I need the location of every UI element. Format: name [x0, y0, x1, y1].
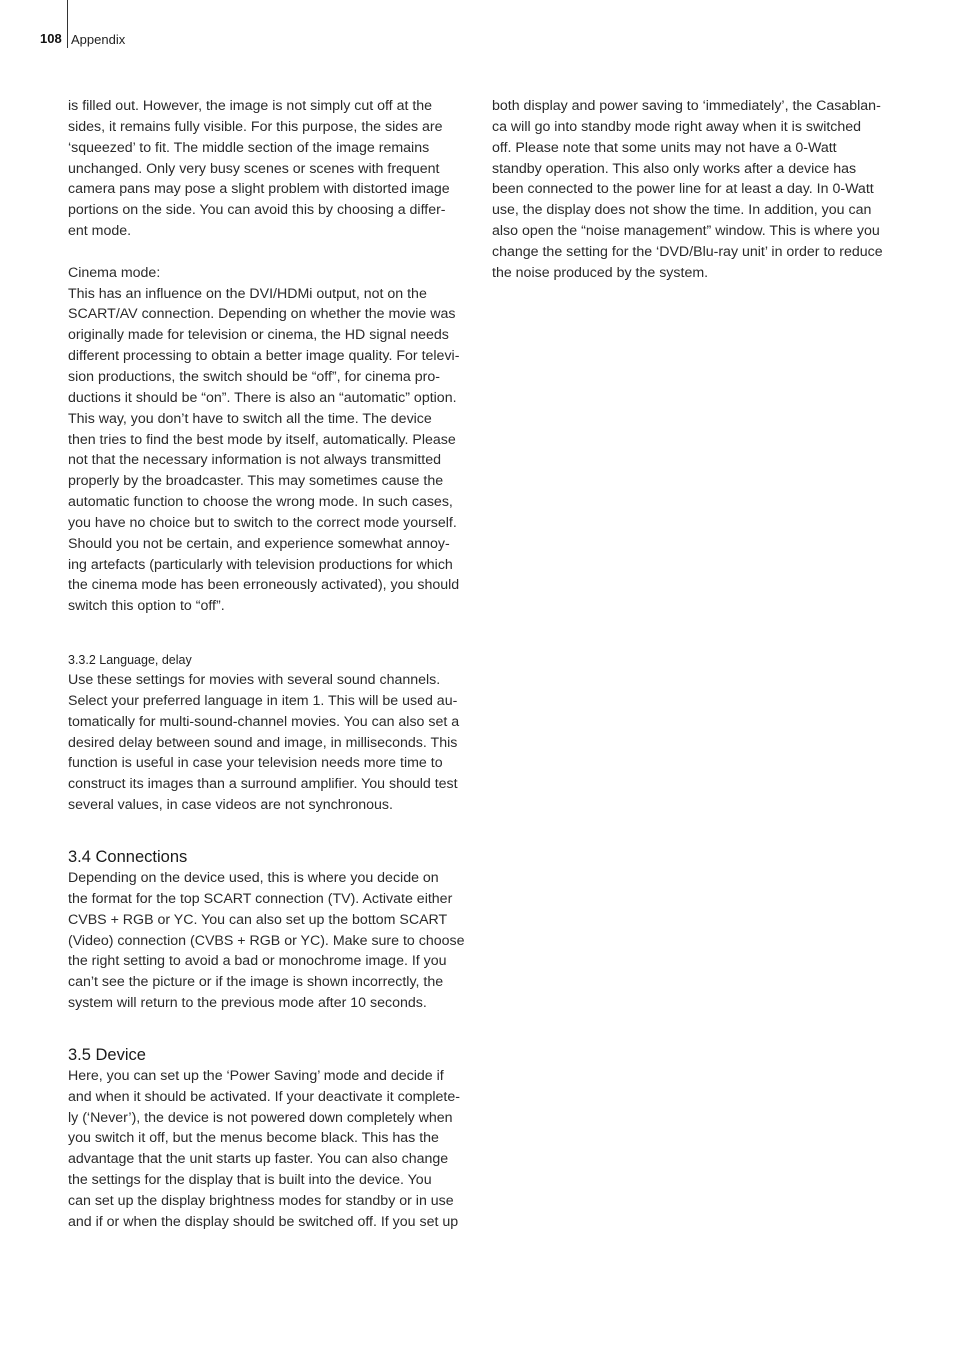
text-line: ent mode.	[68, 223, 132, 240]
text-line: portions on the side. You can avoid this by choosing a differ-	[68, 202, 446, 219]
text-line: SCART/AV connection. Depending on whether the movie was	[68, 306, 456, 323]
page-number: 108	[40, 31, 62, 46]
text-line: you switch it off, but the menus become black. This has the	[68, 1130, 439, 1147]
text-line: sion productions, the switch should be “off”, for cinema pro-	[68, 368, 440, 385]
text-line: ca will go into standby mode right away when it is switched	[492, 118, 862, 135]
text-line: originally made for television or cinema, the HD signal needs	[68, 327, 449, 344]
text-line: ‘squeezed’ to fit. The middle section of the image remains	[68, 139, 430, 156]
text-line: CVBS + RGB or YC. You can also set up the bottom SCART	[68, 911, 448, 928]
text-line: both display and power saving to ‘immediately’, the Casablan-	[492, 98, 881, 114]
text-line: switch this option to “off”.	[68, 598, 225, 615]
text-line: can set up the display brightness modes for standby or in use	[68, 1192, 454, 1209]
text-line: different processing to obtain a better image quality. For televi-	[68, 348, 460, 365]
text-line: the right setting to avoid a bad or monochrome image. If you	[68, 953, 447, 970]
left-column	[68, 96, 480, 1233]
text-line: is filled out. However, the image is not simply cut off at the	[68, 98, 433, 114]
text-line: advantage that the unit starts up faster. You can also change	[68, 1151, 449, 1168]
right-column	[492, 96, 904, 284]
text-line: several values, in case videos are not synchronous.	[68, 797, 393, 814]
text-line: unchanged. Only very busy scenes or scenes with frequent	[68, 160, 440, 177]
text-line: This way, you don’t have to switch all the time. The device	[68, 410, 432, 427]
text-line: the settings for the display that is built into the device. You	[68, 1172, 432, 1189]
text-line: Depending on the device used, this is where you decide on	[68, 870, 439, 886]
text-line: system will return to the previous mode after 10 seconds.	[68, 995, 427, 1012]
text-line: ing artefacts (particularly with television productions for which	[68, 556, 453, 573]
cinema-mode-paragraph	[68, 284, 480, 618]
connections-paragraph	[68, 868, 480, 1014]
text-line: construct its images than a surround amplifier. You should test	[68, 776, 458, 793]
text-line: change the setting for the ‘DVD/Blu-ray unit’ in order to reduce	[492, 243, 883, 260]
text-line: Use these settings for movies with several sound channels.	[68, 672, 441, 689]
language-delay-paragraph	[68, 670, 480, 816]
text-line: properly by the broadcaster. This may sometimes cause the	[68, 473, 444, 490]
text-line: been connected to the power line for at least a day. In 0-Watt	[492, 181, 874, 198]
text-line: ly (‘Never’), the device is not powered down completely when	[68, 1109, 453, 1126]
text-line: tomatically for multi-sound-channel movies. You can also set a	[68, 713, 460, 730]
device-paragraph	[68, 1066, 480, 1233]
text-line: not that the necessary information is not always transmitted	[68, 452, 441, 469]
text-line: function is useful in case your television needs more time to	[68, 755, 443, 772]
text-line: also open the “noise management” window. This is where you	[492, 223, 880, 240]
text-line: you have no choice but to switch to the correct mode yourself.	[68, 514, 457, 531]
text-line: desired delay between sound and image, in milliseconds. This	[68, 734, 458, 751]
text-line: ductions it should be “on”. There is also an “automatic” option.	[68, 389, 457, 406]
text-line: Here, you can set up the ‘Power Saving’ mode and decide if	[68, 1067, 444, 1084]
text-line: and if or when the display should be switched off. If you set up	[68, 1213, 459, 1230]
subsection-heading-language-delay: 3.3.2 Language, delay	[68, 653, 192, 668]
text-line: Select your preferred language in item 1. This will be used au-	[68, 692, 458, 709]
text-line: the format for the top SCART connection (TV). Activate either	[68, 890, 453, 907]
text-line: use, the display does not show the time. In addition, you can	[492, 202, 872, 219]
text-line: the noise produced by the system.	[492, 264, 709, 281]
text-line: and when it should be activated. If your deactivate it complete-	[68, 1088, 460, 1105]
section-heading-device: 3.5 Device	[68, 1045, 146, 1064]
text-line: the cinema mode has been erroneously activated), you should	[68, 577, 460, 594]
header-rule	[67, 0, 68, 48]
cinema-mode-label: Cinema mode:	[68, 264, 161, 281]
text-line: Should you not be certain, and experience somewhat annoy-	[68, 535, 450, 552]
text-line: then tries to find the best mode by itself, automatically. Please	[68, 431, 456, 448]
intro-paragraph	[68, 96, 480, 242]
text-line: sides, it remains fully visible. For this purpose, the sides are	[68, 118, 443, 135]
text-line: standby operation. This also only works after a device has	[492, 160, 857, 177]
text-line: automatic function to choose the wrong mode. In such cases,	[68, 494, 453, 511]
text-line: can’t see the picture or if the image is shown incorrectly, the	[68, 974, 444, 991]
text-line: (Video) connection (CVBS + RGB or YC). Make sure to choose	[68, 932, 465, 949]
section-heading-connections: 3.4 Connections	[68, 848, 188, 866]
device-paragraph-continued	[492, 96, 904, 284]
text-line: This has an influence on the DVI/HDMi output, not on the	[68, 285, 427, 302]
running-head: Appendix	[71, 32, 126, 47]
text-line: camera pans may pose a slight problem with distorted image	[68, 181, 450, 198]
text-line: off. Please note that some units may not have a 0-Watt	[492, 139, 837, 156]
